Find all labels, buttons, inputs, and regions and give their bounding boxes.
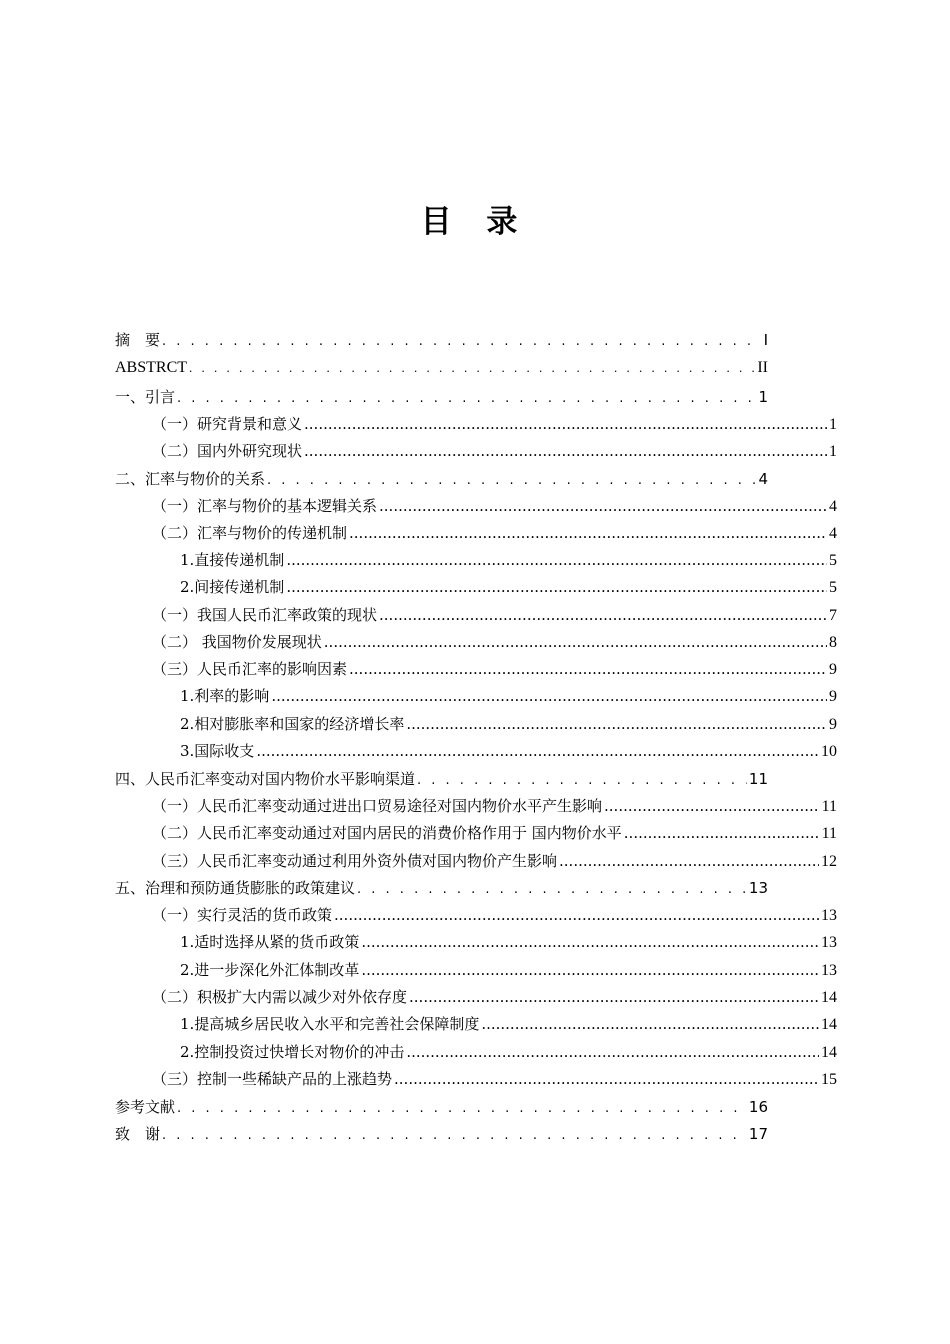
toc-entry [152,494,837,518]
toc-entry-label: 致 谢 [115,1125,161,1143]
toc-entry [152,794,837,818]
toc-entry-label: 摘 要 [115,331,161,349]
toc-entry-label: 参考文献 [115,1098,176,1116]
dot-leader [361,958,819,982]
dot-leader [349,521,827,545]
toc-entry-label: 1.适时选择从紧的货币政策 [180,933,360,951]
toc-entry-label: （一）实行灵活的货币政策 [152,906,333,924]
toc-entry-page: 12 [821,853,837,870]
toc-entry-label: （二） 我国物价发展现状 [152,633,322,651]
dot-leader [162,330,762,352]
toc-entry [180,712,837,736]
toc-entry [152,1067,837,1091]
dot-leader [361,930,819,954]
toc-entry [180,548,837,572]
toc-entry-label: 2.相对膨胀率和国家的经济增长率 [180,715,405,733]
toc-entry-page: 13 [821,907,837,924]
toc-entry-page: 5 [829,552,837,569]
dot-leader [357,878,747,900]
dot-leader [406,1040,819,1064]
toc-entry-page: 9 [829,661,837,678]
dot-leader [286,575,827,599]
toc-entry-page: 11 [748,770,768,788]
toc-entry-label: （二）汇率与物价的传递机制 [152,524,348,542]
toc-entry-label: 1.提高城乡居民收入水平和完善社会保障制度 [180,1015,480,1033]
dot-leader [559,849,819,873]
toc-entry-label: （一）我国人民币汇率政策的现状 [152,606,378,624]
toc-entry-page: 15 [821,1071,837,1088]
toc-entry [115,356,768,380]
dot-leader [334,903,819,927]
toc-entry-page: II [757,359,768,376]
toc-entry-page: 14 [821,1016,837,1033]
toc-entry-page: 17 [748,1125,768,1143]
toc-entry [115,1122,768,1146]
toc-entry-page: 9 [829,716,837,733]
dot-leader [394,1067,819,1091]
toc-entry [152,821,837,845]
dot-leader [177,387,756,409]
toc-entry-page: 5 [829,579,837,596]
toc-entry-page: 14 [821,1044,837,1061]
toc-entry-label: 2.间接传递机制 [180,578,285,596]
toc-entry [115,328,768,352]
toc-entry-label: （三）人民币汇率变动通过利用外资外债对国内物价产生影响 [152,852,558,870]
toc-entry-label: （三）人民币汇率的影响因素 [152,660,348,678]
toc-entry-label: 四、人民币汇率变动对国内物价水平影响渠道 [115,770,416,788]
toc-entry [180,958,837,982]
toc-entry [152,985,837,1009]
toc-entry [152,521,837,545]
toc-entry [152,412,837,436]
toc-entry-label: （一）汇率与物价的基本逻辑关系 [152,497,378,515]
toc-entry [180,1040,837,1064]
toc-entry-label: 一、引言 [115,388,176,406]
dot-leader [286,548,827,572]
toc-entry-label: 2.进一步深化外汇体制改革 [180,961,360,979]
toc-entry-page: 11 [821,825,837,842]
toc-entry-page: 14 [821,989,837,1006]
toc-entry [152,657,837,681]
toc-entry [115,467,768,491]
toc-entry-page: 4 [829,525,837,542]
toc-entry-page: 10 [821,743,837,760]
toc-entry-label: （二）积极扩大内需以减少对外依存度 [152,988,408,1006]
toc-entry [152,603,837,627]
dot-leader [481,1012,819,1036]
dot-leader [624,821,820,845]
toc-entry [180,1012,837,1036]
toc-entry [115,385,768,409]
toc-entry-page: 4 [829,498,837,515]
toc-entry-label: （一）研究背景和意义 [152,415,303,433]
toc-entry-page: 16 [748,1098,768,1116]
toc-entry-page: 13 [821,962,837,979]
toc-entry-page: 1 [829,416,837,433]
dot-leader [267,469,756,491]
dot-leader [162,1124,747,1146]
page-title: 目 录 [420,204,530,240]
toc-entry-label: （三）控制一些稀缺产品的上涨趋势 [152,1070,393,1088]
toc-entry-label: 2.控制投资过快增长对物价的冲击 [180,1043,405,1061]
toc-entry-page: 1 [758,388,768,406]
toc-entry [115,1095,768,1119]
dot-leader [379,603,827,627]
dot-leader [324,630,827,654]
toc-entry-page: 9 [829,688,837,705]
toc-entry-label: ABSTRCT [115,359,188,376]
dot-leader [406,712,827,736]
toc-entry [115,767,768,791]
toc-entry [115,876,768,900]
toc-entry-label: （二）国内外研究现状 [152,442,303,460]
toc-entry-label: 3.国际收支 [180,742,255,760]
toc-entry [152,903,837,927]
toc-entry-page: 4 [758,470,768,488]
dot-leader [177,1097,747,1119]
dot-leader [409,985,819,1009]
toc-entry [180,930,837,954]
toc-entry-page: 7 [829,607,837,624]
toc-entry-label: （二）人民币汇率变动通过对国内居民的消费价格作用于 国内物价水平 [152,824,622,842]
dot-leader [379,494,827,518]
toc-entry-page: 13 [748,879,768,897]
toc-entry [180,684,837,708]
toc-entry-label: 五、治理和预防通货膨胀的政策建议 [115,879,356,897]
toc-entry [152,630,837,654]
dot-leader [349,657,827,681]
toc-entry-page: 13 [821,934,837,951]
toc-entry [152,849,837,873]
toc-entry [180,739,837,763]
dot-leader [417,769,747,791]
dot-leader [256,739,819,763]
toc-entry-page: 11 [821,798,837,815]
toc-entry [180,575,837,599]
toc-entry-label: （一）人民币汇率变动通过进出口贸易途径对国内物价水平产生影响 [152,797,603,815]
dot-leader [271,684,827,708]
toc-entry-page: 1 [829,443,837,460]
toc-entry-label: 二、汇率与物价的关系 [115,470,266,488]
dot-leader [304,412,827,436]
dot-leader [604,794,820,818]
toc-entry-label: 1.直接传递机制 [180,551,285,569]
toc-entry-label: 1.利率的影响 [180,687,270,705]
dot-leader [189,356,755,380]
toc-entry-page: I [763,331,768,349]
dot-leader [304,439,827,463]
toc-entry-page: 8 [829,634,837,651]
toc-entry [152,439,837,463]
